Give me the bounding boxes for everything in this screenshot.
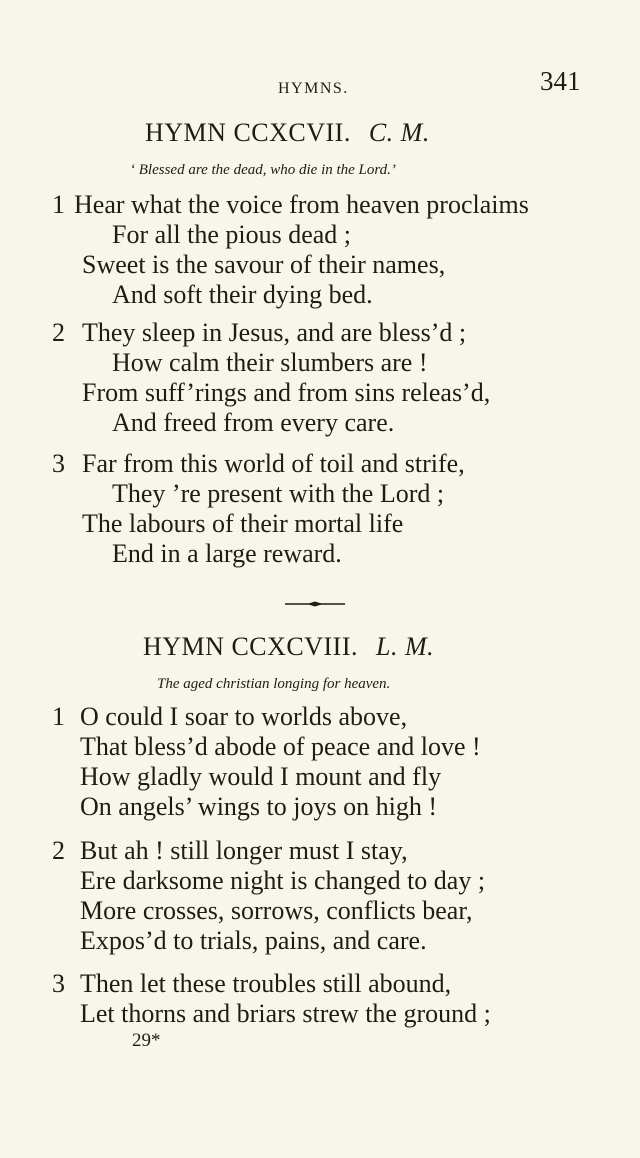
verse-line: O could I soar to worlds above, <box>80 702 408 731</box>
verse-line: Sweet is the savour of their names, <box>82 250 446 279</box>
ornamental-divider <box>285 601 345 607</box>
hymn-meter: C. M. <box>368 118 430 147</box>
verse-line: They sleep in Jesus, and are bless’d ; <box>82 318 467 347</box>
verse-line: How gladly would I mount and fly <box>80 762 442 791</box>
verse-line: Ere darksome night is changed to day ; <box>80 866 486 895</box>
verse-line: End in a large reward. <box>112 539 342 568</box>
verse-line: The labours of their mortal life <box>82 509 404 538</box>
verse-line: But ah ! still longer must I stay, <box>80 836 408 865</box>
verse-line: They ’re present with the Lord ; <box>112 479 445 508</box>
verse-line: How calm their slumbers are ! <box>112 348 428 377</box>
page-header <box>0 62 640 102</box>
verse-line: Then let these troubles still abound, <box>80 969 452 998</box>
verse-line: Expos’d to trials, pains, and care. <box>80 926 427 955</box>
stanza-number: 3 <box>52 969 65 998</box>
stanza-number: 1 <box>52 702 65 731</box>
verse-line: And soft their dying bed. <box>112 280 373 309</box>
verse-line: From suff’rings and from sins releas’d, <box>82 378 491 407</box>
verse-line: Far from this world of toil and strife, <box>82 449 465 478</box>
verse-line: And freed from every care. <box>112 408 395 437</box>
verse-line: Let thorns and briars strew the ground ; <box>80 999 491 1028</box>
hymn-subtitle: The aged christian longing for heaven. <box>157 676 391 692</box>
signature-mark: 29* <box>132 1030 161 1051</box>
hymn-meter: L. M. <box>376 632 435 661</box>
stanza-number: 3 <box>52 449 65 478</box>
hymn-title <box>143 632 434 662</box>
stanza-number: 2 <box>52 318 65 347</box>
verse-line: For all the pious dead ; <box>112 220 352 249</box>
stanza-number: 1 <box>52 190 65 219</box>
hymn-title <box>145 118 430 148</box>
page-number: 341 <box>540 66 581 96</box>
hymn-number-title: HYMN CCXCVII. <box>145 118 351 147</box>
stanza-number: 2 <box>52 836 65 865</box>
verse-line: On angels’ wings to joys on high ! <box>80 792 437 821</box>
hymn-subtitle: ‘ Blessed are the dead, who die in the Lord.’ <box>130 162 396 178</box>
verse-line: Hear what the voice from heaven proclaims <box>74 190 529 219</box>
hymn-number-title: HYMN CCXCVIII. <box>143 632 358 661</box>
verse-line: That bless’d abode of peace and love ! <box>80 732 481 761</box>
verse-line: More crosses, sorrows, conflicts bear, <box>80 896 473 925</box>
running-title: HYMNS. <box>278 80 349 97</box>
